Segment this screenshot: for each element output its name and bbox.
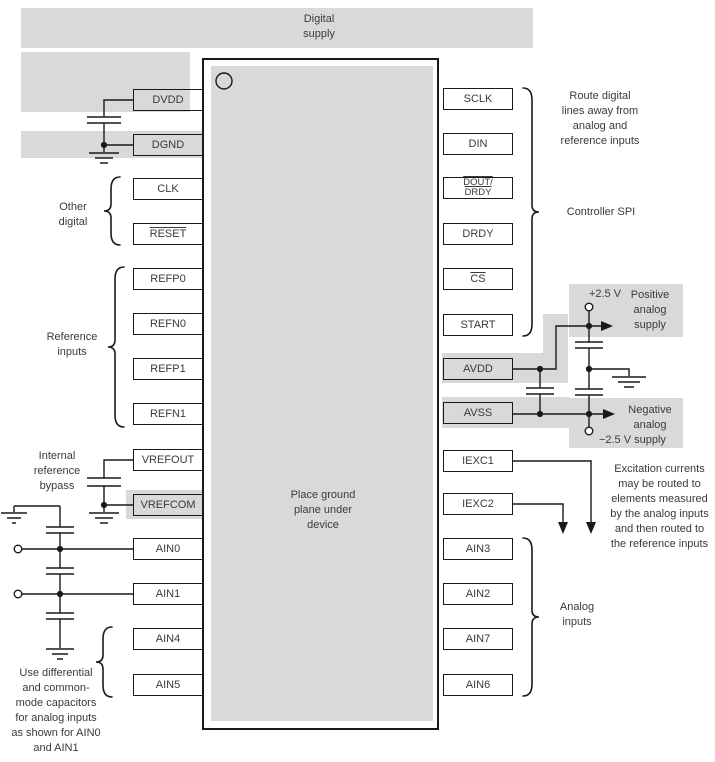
note-positive-supply: Positive analog supply	[630, 289, 670, 331]
pin-vrefout: VREFOUT	[133, 449, 203, 471]
note-internal-reference-bypass: Internal reference bypass	[33, 450, 81, 492]
brace-other-digital	[104, 177, 120, 245]
pin-din: DIN	[443, 133, 513, 155]
pin-vrefcom: VREFCOM	[133, 494, 203, 516]
ain0-ain1-filter-network	[1, 506, 133, 659]
pin-ain1: AIN1	[133, 583, 203, 605]
ic-body	[202, 58, 439, 730]
pin-ain4: AIN4	[133, 628, 203, 650]
arrow-down-icon	[558, 522, 568, 534]
pin-reset: RESET	[133, 223, 203, 245]
pin-refn1: REFN1	[133, 403, 203, 425]
note-controller-spi: Controller SPI	[566, 206, 636, 218]
pin-refp0: REFP0	[133, 268, 203, 290]
ic-ground-plane	[211, 66, 433, 721]
note-use-capacitors: Use differential and common- mode capacitors for analog inputs as shown for AIN0 and AIN1	[11, 667, 101, 754]
note-analog-inputs: Analog inputs	[559, 601, 595, 628]
pin-avdd: AVDD	[443, 358, 513, 380]
brace-controller-spi	[523, 88, 539, 336]
ground-icon	[1, 513, 27, 523]
ain1-terminal-icon	[14, 590, 22, 598]
pin-dgnd: DGND	[133, 134, 203, 156]
ground-icon	[46, 649, 74, 659]
note-negative-supply: Negative analog supply	[628, 404, 672, 446]
note-neg-voltage: −2.5 V	[598, 434, 632, 446]
note-pos-voltage: +2.5 V	[588, 288, 622, 300]
ic-label: Place ground plane under device	[290, 489, 356, 531]
pin-ain2: AIN2	[443, 583, 513, 605]
pin-ain6: AIN6	[443, 674, 513, 696]
pin-refn0: REFN0	[133, 313, 203, 335]
pin-ain7: AIN7	[443, 628, 513, 650]
note-digital-supply: Digital supply	[303, 13, 335, 40]
pin-drdy: DRDY	[443, 223, 513, 245]
pin-iexc1: IEXC1	[443, 450, 513, 472]
pin-dout-drdy: DOUT/ DRDY	[443, 177, 513, 199]
note-reference-inputs: Reference inputs	[46, 331, 98, 358]
note-excitation: Excitation currents may be routed to elements measured by the analog inputs and then routed to the reference inputs	[610, 463, 709, 550]
brace-analog-inputs	[523, 538, 539, 696]
digital-supply-region-top	[21, 8, 533, 48]
pin-sclk: SCLK	[443, 88, 513, 110]
pin-dvdd: DVDD	[133, 89, 203, 111]
pin-iexc2: IEXC2	[443, 493, 513, 515]
pin-start: START	[443, 314, 513, 336]
pin-refp1: REFP1	[133, 358, 203, 380]
pin-clk: CLK	[133, 178, 203, 200]
pin-ain5: AIN5	[133, 674, 203, 696]
pin-cs: $\overline{CS}$	[443, 268, 513, 290]
pin-ain0: AIN0	[133, 538, 203, 560]
ground-icon	[612, 377, 646, 387]
ain0-terminal-icon	[14, 545, 22, 553]
ground-icon	[89, 513, 119, 523]
note-route-digital: Route digital lines away from analog and reference inputs	[560, 90, 640, 147]
excitation-current-routes	[513, 461, 596, 534]
pin-avss: AVSS	[443, 402, 513, 424]
note-other-digital: Other digital	[58, 201, 88, 228]
pin-ain3: AIN3	[443, 538, 513, 560]
positive-supply-connector-region	[543, 314, 568, 359]
